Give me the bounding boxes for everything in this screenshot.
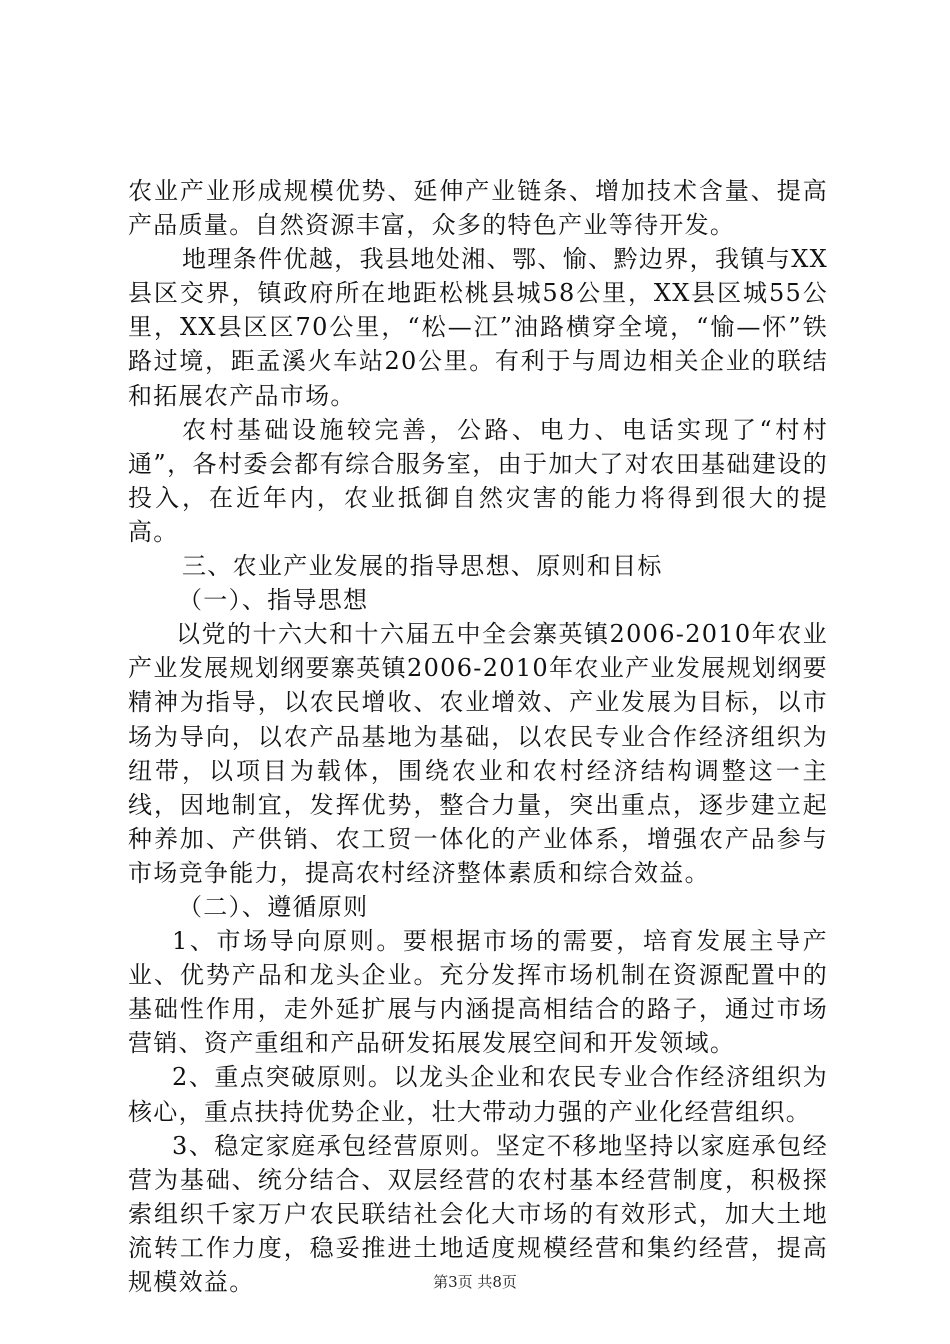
subheading-guiding-thought: （一）、指导思想 bbox=[178, 586, 369, 615]
paragraph-principle-household: 3、稳定家庭承包经营原则。坚定不移地坚持以家庭承包经营为基础、统分结合、双层经营的农村基本经营制度，积极探索组织千家万户农民联结社会化大市场的有效形式，加大土地流转工作力度，稳妥推进土地适度规模经营和集约经营，提高规模效益。 bbox=[128, 1131, 828, 1296]
subheading-principles: （二）、遵循原则 bbox=[178, 892, 369, 921]
paragraph-principle-market: 1、市场导向原则。要根据市场的需要，培育发展主导产业、优势产品和龙头企业。充分发挥市场机制在资源配置中的基础性作用，走外延扩展与内涵提高相结合的路子，通过市场营销、资产重组和产品研发拓展发展空间和开发领域。 bbox=[128, 927, 828, 1058]
document-body bbox=[128, 174, 828, 1299]
paragraph-infrastructure: 农村基础设施较完善，公路、电力、电话实现了“村村通”，各村委会都有综合服务室，由于加大了对农田基础建设的投入，在近年内，农业抵御自然灾害的能力将得到很大的提高。 bbox=[128, 415, 828, 546]
paragraph-guiding-thought: 以党的十六大和十六届五中全会寨英镇2006-2010年农业产业发展规划纲要寨英镇2006-2010年农业产业发展规划纲要精神为指导，以农民增收、农业增效、产业发展为目标，以市场为导向，以农产品基地为基础，以农民专业合作经济组织为纽带，以项目为载体，围绕农业和农村经济结构调整这一主线，因地制宜，发挥优势，整合力量，突出重点，逐步建立起种养加、产供销、农工贸一体化的产业体系，增强农产品参与市场竞争能力，提高农村经济整体素质和综合效益。 bbox=[128, 620, 828, 887]
paragraph-industry-advantage: 农业产业形成规模优势、延伸产业链条、增加技术含量、提高产品质量。自然资源丰富，众多的特色产业等待开发。 bbox=[128, 177, 828, 240]
section-heading-guiding-principles: 三、农业产业发展的指导思想、原则和目标 bbox=[182, 552, 663, 581]
paragraph-principle-breakthrough: 2、重点突破原则。以龙头企业和农民专业合作经济组织为核心，重点扶持优势企业，壮大带动力强的产业化经营组织。 bbox=[128, 1063, 828, 1126]
page-number-footer: 第3页 共8页 bbox=[433, 1273, 517, 1291]
paragraph-geography: 地理条件优越，我县地处湘、鄂、愉、黔边界，我镇与XX县区交界，镇政府所在地距松桃县城58公里，XX县区城55公里，XX县区区70公里，“松—江”油路横穿全境，“愉—怀”铁路过境，距孟溪火车站20公里。有利于与周边相关企业的联结和拓展农产品市场。 bbox=[128, 245, 828, 410]
